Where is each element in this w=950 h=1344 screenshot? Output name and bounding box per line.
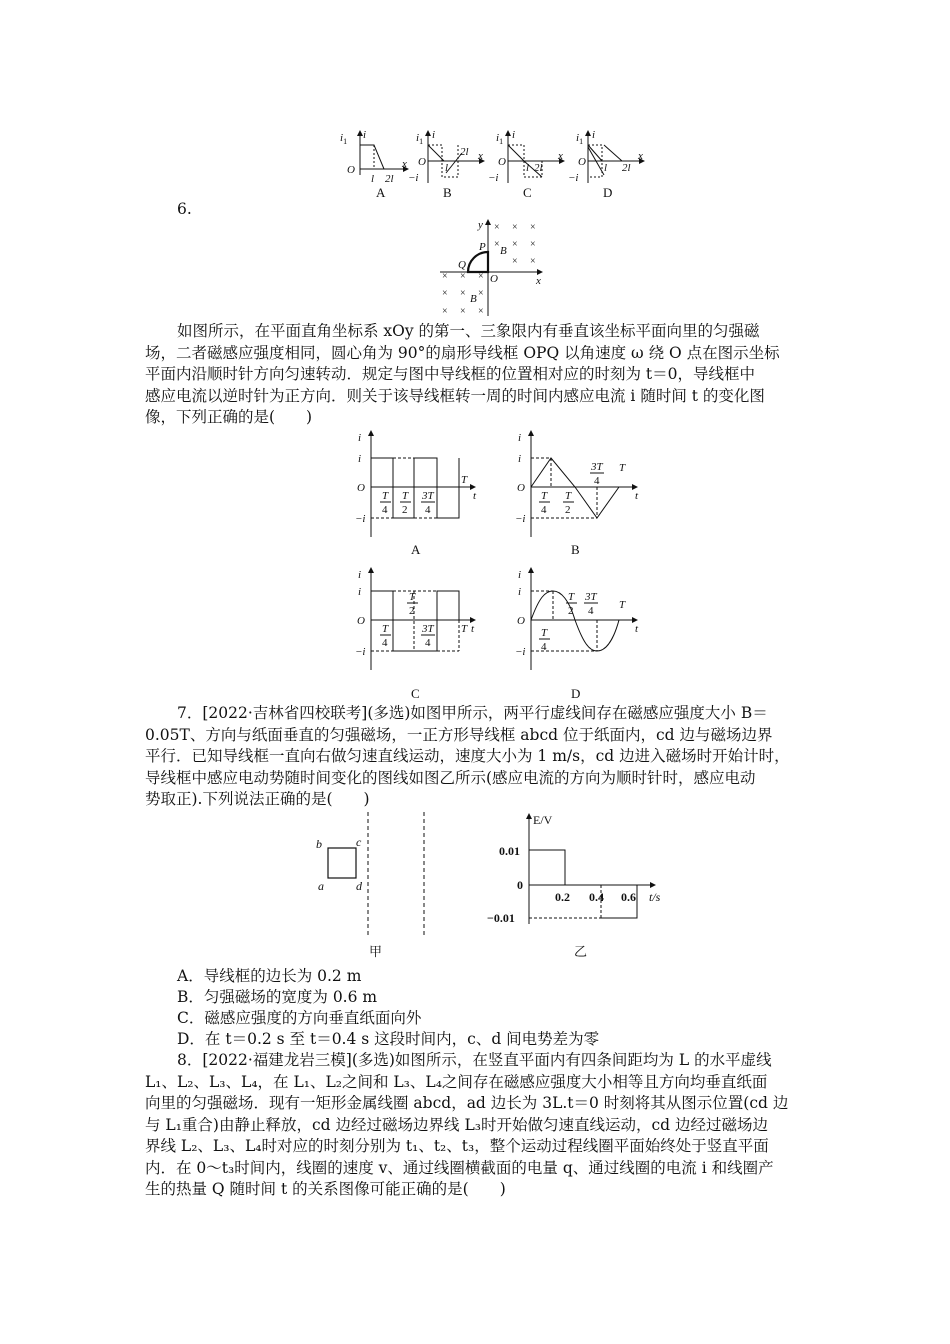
q5a-i-label: i <box>363 129 367 141</box>
q6d-i-level: i <box>518 586 522 598</box>
q6c-t: t <box>471 623 475 635</box>
q6-number: 6. <box>177 200 192 218</box>
q6-origin: O <box>490 273 498 285</box>
q5a-x: x <box>402 158 407 170</box>
q5-option-a: A <box>376 185 386 197</box>
q7-text-line: 0.05T、方向与纸面垂直的匀强磁场，一正方形导线框 abcd 位于纸面内，cd 边与磁场边界 <box>145 725 773 744</box>
q5b-origin: O <box>418 156 426 168</box>
q7-option-a: A．导线框的边长为 0.2 m <box>177 967 362 985</box>
cross-mark: × <box>442 271 448 282</box>
q6d-T2-den: 2 <box>568 605 574 617</box>
q5-figure-d <box>568 129 644 197</box>
q5-option-figures <box>330 125 650 197</box>
q6c-T34-den: 4 <box>425 637 431 649</box>
q6a-T2-num: T <box>402 490 409 502</box>
q6-x-axis-label: x <box>536 275 541 287</box>
q5a-origin: O <box>347 164 355 176</box>
q7-vertex-c: c <box>356 835 362 849</box>
q6b-neg-i: −i <box>515 513 526 525</box>
q5c-origin: O <box>498 156 506 168</box>
q6-text-line: 场，二者磁感应强度相同，圆心角为 90°的扇形导线框 OPQ 以角速度 ω 绕 O 点在图示坐标 <box>145 343 780 362</box>
cross-mark: × <box>478 288 484 299</box>
q6a-i-level: i <box>358 453 362 465</box>
q6a-T4-num: T <box>382 490 389 502</box>
cross-mark: × <box>460 306 466 317</box>
q6b-T2-den: 2 <box>565 504 571 516</box>
q7-option-c: C．磁感应强度的方向垂直纸面向外 <box>177 1009 422 1027</box>
q6b-T34-den: 4 <box>594 475 600 487</box>
q6c-T4-num: T <box>382 623 389 635</box>
q6-field-b-upper: B <box>500 245 507 257</box>
q6a-T2-den: 2 <box>402 504 408 516</box>
q6-option-d: D <box>571 686 581 701</box>
q5b-l: l <box>445 162 449 174</box>
q6-option-b: B <box>571 542 580 557</box>
q5-figure-a <box>340 129 408 197</box>
q5c-l: l <box>526 162 530 174</box>
q5a-i1-label: $i_1$ <box>340 132 348 146</box>
q7-vertex-d: d <box>356 879 362 893</box>
q6a-T34-num: 3T <box>422 490 434 502</box>
q5c-2l: 2l <box>534 162 543 174</box>
q7-option-d: D．在 t＝0.2 s 至 t＝0.4 s 这段时间内，c、d 间电势差为零 <box>177 1030 600 1048</box>
q5d-origin: O <box>578 156 586 168</box>
q8-text-line: 内．在 0～t₃时间内，线圈的速度 v、通过线圈横截面的电量 q、通过线圈的电流 i 和线圈产 <box>145 1158 774 1177</box>
q6a-neg-i: −i <box>355 513 366 525</box>
q5d-x: x <box>638 150 643 162</box>
q6c-i-level: i <box>358 586 362 598</box>
cross-mark: × <box>530 256 536 267</box>
q6-text-line: 感应电流以逆时针为正方向．则关于该导线框转一周的时间内感应电流 i 随时间 t 的变化图 <box>145 386 765 405</box>
cross-mark: × <box>494 239 500 250</box>
q8-question-text <box>145 1050 810 1201</box>
cross-mark: × <box>460 271 466 282</box>
q7-yi-yneg: −0.01 <box>487 911 515 925</box>
q6-point-p: P <box>479 241 486 253</box>
q7-question-text <box>145 703 810 811</box>
q5a-2l: 2l <box>385 173 394 185</box>
q7-text-line: 7．[2022·吉林省四校联考](多选)如图甲所示，两平行虚线间存在磁感应强度大小 B＝ <box>177 704 768 722</box>
q6c-T34-num: 3T <box>422 623 434 635</box>
q6b-i-level: i <box>518 453 522 465</box>
cross-mark: × <box>478 271 484 282</box>
cross-mark: × <box>460 288 466 299</box>
q5d-neg-i1: −i <box>568 172 579 184</box>
q6d-t: t <box>635 623 639 635</box>
q7-vertex-b: b <box>316 837 322 851</box>
q6b-T2-num: T <box>565 490 572 502</box>
q7-caption-yi: 乙 <box>574 944 588 959</box>
cross-mark: × <box>530 239 536 250</box>
cross-mark: × <box>442 306 448 317</box>
q6-graph-c <box>355 568 475 701</box>
q5b-x: x <box>478 150 483 162</box>
q7-option-b: B．匀强磁场的宽度为 0.6 m <box>177 988 378 1006</box>
cross-mark: × <box>478 306 484 317</box>
q5-option-d: D <box>603 185 613 197</box>
q8-text-line: 与 L₁重合)由静止释放，cd 边经过磁场边界线 L₃时开始做匀速直线运动，cd 边经过磁场边 <box>145 1115 768 1134</box>
q8-text-line: 向里的匀强磁场．现有一矩形金属线圈 abcd，ad 边长为 3L.t＝0 时刻将其从图示位置(cd 边 <box>145 1094 789 1112</box>
q6-option-graphs <box>345 425 655 705</box>
q6b-T: T <box>619 462 626 474</box>
cross-mark: × <box>494 222 500 233</box>
q6c-T2-den: 2 <box>409 605 415 617</box>
q8-text-line: L₁、L₂、L₃、L₄，在 L₁、L₂之间和 L₃、L₄之间存在磁感应强度大小相等且方向均垂直纸面 <box>145 1072 768 1091</box>
q7-figure-yi <box>475 808 675 963</box>
q6-text-line: 如图所示，在平面直角坐标系 xOy 的第一、三象限内有垂直该坐标平面向里的匀强磁 <box>177 322 760 340</box>
q5d-2l: 2l <box>622 162 631 174</box>
q7-yi-x3: 0.6 <box>621 890 636 904</box>
q7-yi-zero: 0 <box>517 878 523 892</box>
q6c-T4-den: 4 <box>382 637 388 649</box>
q6a-origin: O <box>357 482 365 494</box>
q7-yi-xlabel: t/s <box>649 890 661 904</box>
q6a-i-axis: i <box>358 432 362 444</box>
q7-yi-ylabel: E/V <box>533 813 553 827</box>
q6c-T: T <box>461 623 468 635</box>
q8-text-line: 8．[2022·福建龙岩三模](多选)如图所示，在竖直平面内有四条间距均为 L 的水平虚线 <box>177 1051 772 1069</box>
q8-text-line: 界线 L₂、L₃、L₄时对应的时刻分别为 t₁、t₂、t₃，整个运动过程线圈平面始终处于竖直平面 <box>145 1137 769 1155</box>
q5c-neg-i1: −i <box>488 172 499 184</box>
q6d-origin: O <box>517 615 525 627</box>
q6d-neg-i: −i <box>515 646 526 658</box>
q6d-T4-den: 4 <box>541 641 547 653</box>
q5d-i-label: i <box>592 129 596 141</box>
q6-field-figure <box>438 216 548 320</box>
q7-figure-jia <box>312 808 442 963</box>
q6-option-a: A <box>411 542 421 557</box>
q6-field-b-lower: B <box>470 293 477 305</box>
cross-mark: × <box>512 222 518 233</box>
q6d-T4-num: T <box>541 627 548 639</box>
cross-mark: × <box>442 288 448 299</box>
q6c-T2-num: T <box>409 591 416 603</box>
q6c-origin: O <box>357 615 365 627</box>
q6d-T2-num: T <box>568 591 575 603</box>
q6c-i-axis: i <box>358 569 362 581</box>
q7-yi-x2: 0.4 <box>589 890 604 904</box>
q6-option-c: C <box>411 686 420 701</box>
q6b-T4-den: 4 <box>541 504 547 516</box>
q6-text-line: 像，下列正确的是( ) <box>145 408 313 426</box>
q6-text-line: 平面内沿顺时针方向匀速转动．规定与图中导线框的位置相对应的时刻为 t＝0，导线框中 <box>145 365 756 383</box>
q7-yi-x1: 0.2 <box>555 890 570 904</box>
q6a-T: T <box>461 474 468 486</box>
q7-text-line: 导线框中感应电动势随时间变化的图线如图乙所示(感应电流的方向为顺时针时，感应电动 <box>145 768 756 787</box>
q5b-i1-label: $i_1$ <box>416 132 424 146</box>
q5-option-c: C <box>523 185 532 197</box>
cross-mark: × <box>530 222 536 233</box>
q5c-x: x <box>558 150 563 162</box>
q6b-T34-num: 3T <box>591 461 603 473</box>
q6b-T4-num: T <box>541 490 548 502</box>
cross-mark: × <box>512 239 518 250</box>
q6b-origin: O <box>517 482 525 494</box>
q7-vertex-a: a <box>318 879 324 893</box>
q6-graph-b <box>515 431 639 557</box>
q6d-T: T <box>619 599 626 611</box>
q5a-l: l <box>371 173 375 185</box>
q7-caption-jia: 甲 <box>369 944 383 959</box>
q6a-T34-den: 4 <box>425 504 431 516</box>
q6d-i-axis: i <box>518 569 522 581</box>
q5c-i1-label: $i_1$ <box>496 132 504 146</box>
q6a-T4-den: 4 <box>382 504 388 516</box>
q7-text-line: 平行．已知导线框一直向右做匀速直线运动，速度大小为 1 m/s，cd 边进入磁场时开始计时， <box>145 747 790 765</box>
q5c-i-label: i <box>512 129 516 141</box>
q6-question-text <box>145 321 810 429</box>
q7-yi-ypos: 0.01 <box>499 844 520 858</box>
q6d-T34-num: 3T <box>585 591 597 603</box>
q6b-t: t <box>635 490 639 502</box>
q6-point-q: Q <box>458 259 466 271</box>
q5-figure-c <box>488 129 564 197</box>
q6-graph-a <box>355 431 477 557</box>
q5d-i1-label: $i_1$ <box>576 132 584 146</box>
q6c-neg-i: −i <box>355 646 366 658</box>
q5-figure-b <box>408 129 484 197</box>
q6-graph-d <box>515 568 639 701</box>
cross-mark: × <box>512 256 518 267</box>
q5b-2l: 2l <box>460 146 469 158</box>
q5b-i-label: i <box>432 129 436 141</box>
q5d-l: l <box>604 162 608 174</box>
q8-text-line: 生的热量 Q 随时间 t 的关系图像可能正确的是( ) <box>145 1180 506 1198</box>
q6-y-axis-label: y <box>478 219 483 231</box>
q5-option-b: B <box>443 185 452 197</box>
q6b-i-axis: i <box>518 432 522 444</box>
q6a-t: t <box>473 490 477 502</box>
q7-text-line: 势取正).下列说法正确的是( ) <box>145 790 370 808</box>
q6d-T34-den: 4 <box>588 605 594 617</box>
q5b-neg-i1: −i <box>408 172 419 184</box>
